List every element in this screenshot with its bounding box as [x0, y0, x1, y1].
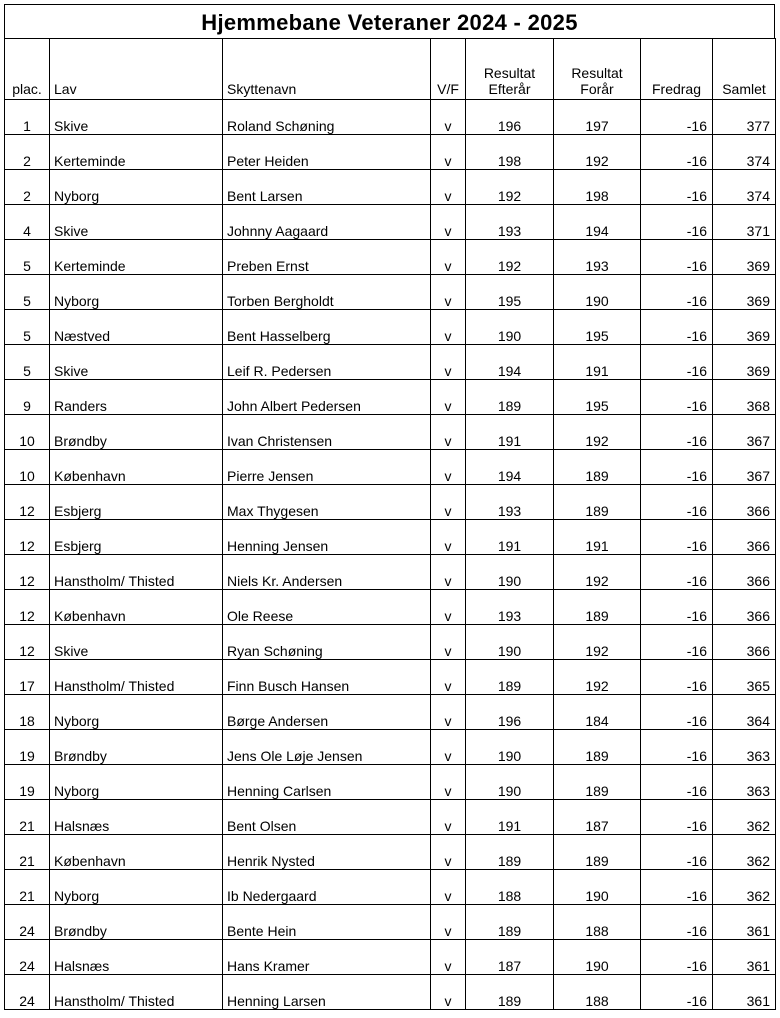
cell-plac: 5 — [5, 345, 50, 380]
cell-resultat-foraar: 193 — [554, 240, 641, 275]
cell-plac: 9 — [5, 380, 50, 415]
cell-fradrag: -16 — [641, 870, 713, 905]
cell-plac: 10 — [5, 450, 50, 485]
cell-fradrag: -16 — [641, 940, 713, 975]
cell-skyttenavn: Leif R. Pedersen — [223, 345, 431, 380]
cell-plac: 19 — [5, 730, 50, 765]
cell-vf: v — [431, 590, 466, 625]
table-row — [5, 555, 776, 590]
cell-fradrag: -16 — [641, 100, 713, 135]
cell-plac: 4 — [5, 205, 50, 240]
cell-plac: 21 — [5, 870, 50, 905]
cell-samlet: 366 — [713, 520, 776, 555]
cell-samlet: 362 — [713, 800, 776, 835]
cell-resultat-foraar: 192 — [554, 555, 641, 590]
cell-skyttenavn: Henning Larsen — [223, 975, 431, 1010]
table-row — [5, 100, 776, 135]
cell-skyttenavn: Henning Carlsen — [223, 765, 431, 800]
cell-resultat-efteraar: 193 — [466, 590, 554, 625]
cell-skyttenavn: Ib Nedergaard — [223, 870, 431, 905]
cell-lav: Brøndby — [50, 730, 223, 765]
cell-vf: v — [431, 485, 466, 520]
cell-lav: Hanstholm/ Thisted — [50, 975, 223, 1010]
cell-skyttenavn: Peter Heiden — [223, 135, 431, 170]
table-row — [5, 975, 776, 1010]
cell-lav: Nyborg — [50, 870, 223, 905]
cell-fradrag: -16 — [641, 205, 713, 240]
header-samlet: Samlet — [713, 39, 776, 100]
table-row — [5, 940, 776, 975]
cell-samlet: 377 — [713, 100, 776, 135]
cell-skyttenavn: Hans Kramer — [223, 940, 431, 975]
cell-fradrag: -16 — [641, 625, 713, 660]
cell-resultat-efteraar: 196 — [466, 100, 554, 135]
cell-resultat-efteraar: 191 — [466, 415, 554, 450]
cell-samlet: 369 — [713, 275, 776, 310]
cell-vf: v — [431, 835, 466, 870]
table-row — [5, 240, 776, 275]
cell-skyttenavn: Johnny Aagaard — [223, 205, 431, 240]
cell-vf: v — [431, 240, 466, 275]
table-row — [5, 485, 776, 520]
table-row — [5, 730, 776, 765]
cell-resultat-foraar: 195 — [554, 310, 641, 345]
cell-fradrag: -16 — [641, 590, 713, 625]
cell-skyttenavn: Preben Ernst — [223, 240, 431, 275]
cell-skyttenavn: Jens Ole Løje Jensen — [223, 730, 431, 765]
header-foraar-line2: Forår — [580, 81, 614, 97]
cell-samlet: 361 — [713, 975, 776, 1010]
cell-resultat-foraar: 192 — [554, 660, 641, 695]
cell-resultat-efteraar: 193 — [466, 485, 554, 520]
cell-samlet: 364 — [713, 695, 776, 730]
cell-skyttenavn: Bente Hein — [223, 905, 431, 940]
cell-plac: 21 — [5, 835, 50, 870]
header-skyttenavn: Skyttenavn — [223, 39, 431, 100]
cell-lav: Næstved — [50, 310, 223, 345]
cell-resultat-foraar: 190 — [554, 940, 641, 975]
cell-resultat-efteraar: 192 — [466, 240, 554, 275]
cell-skyttenavn: Henrik Nysted — [223, 835, 431, 870]
cell-resultat-foraar: 191 — [554, 345, 641, 380]
cell-samlet: 366 — [713, 485, 776, 520]
cell-samlet: 367 — [713, 415, 776, 450]
cell-skyttenavn: Bent Larsen — [223, 170, 431, 205]
cell-resultat-efteraar: 190 — [466, 765, 554, 800]
cell-lav: København — [50, 450, 223, 485]
table-row — [5, 450, 776, 485]
cell-vf: v — [431, 555, 466, 590]
cell-fradrag: -16 — [641, 975, 713, 1010]
cell-resultat-efteraar: 189 — [466, 975, 554, 1010]
cell-lav: Skive — [50, 345, 223, 380]
cell-skyttenavn: Henning Jensen — [223, 520, 431, 555]
cell-skyttenavn: Ole Reese — [223, 590, 431, 625]
cell-plac: 2 — [5, 170, 50, 205]
cell-vf: v — [431, 940, 466, 975]
cell-lav: Brøndby — [50, 415, 223, 450]
cell-lav: Skive — [50, 625, 223, 660]
cell-resultat-foraar: 187 — [554, 800, 641, 835]
cell-plac: 12 — [5, 555, 50, 590]
cell-resultat-foraar: 189 — [554, 450, 641, 485]
cell-resultat-foraar: 194 — [554, 205, 641, 240]
table-row — [5, 905, 776, 940]
cell-lav: Halsnæs — [50, 940, 223, 975]
cell-skyttenavn: Finn Busch Hansen — [223, 660, 431, 695]
cell-fradrag: -16 — [641, 905, 713, 940]
cell-plac: 1 — [5, 100, 50, 135]
cell-plac: 24 — [5, 940, 50, 975]
cell-plac: 24 — [5, 905, 50, 940]
cell-resultat-efteraar: 189 — [466, 380, 554, 415]
cell-resultat-foraar: 189 — [554, 835, 641, 870]
cell-resultat-foraar: 191 — [554, 520, 641, 555]
table-row — [5, 415, 776, 450]
cell-samlet: 367 — [713, 450, 776, 485]
cell-plac: 12 — [5, 625, 50, 660]
cell-vf: v — [431, 415, 466, 450]
header-foraar-line1: Resultat — [571, 65, 623, 81]
cell-fradrag: -16 — [641, 240, 713, 275]
cell-samlet: 366 — [713, 625, 776, 660]
cell-lav: Nyborg — [50, 765, 223, 800]
table-row — [5, 380, 776, 415]
cell-fradrag: -16 — [641, 765, 713, 800]
cell-plac: 19 — [5, 765, 50, 800]
cell-lav: Randers — [50, 380, 223, 415]
cell-fradrag: -16 — [641, 415, 713, 450]
cell-plac: 5 — [5, 310, 50, 345]
cell-skyttenavn: Max Thygesen — [223, 485, 431, 520]
table-row — [5, 695, 776, 730]
cell-plac: 12 — [5, 590, 50, 625]
cell-resultat-efteraar: 189 — [466, 835, 554, 870]
cell-vf: v — [431, 380, 466, 415]
page-title: Hjemmebane Veteraner 2024 - 2025 — [4, 4, 775, 38]
cell-resultat-foraar: 190 — [554, 870, 641, 905]
cell-plac: 12 — [5, 485, 50, 520]
cell-fradrag: -16 — [641, 555, 713, 590]
cell-resultat-foraar: 184 — [554, 695, 641, 730]
cell-resultat-efteraar: 191 — [466, 800, 554, 835]
table-row — [5, 660, 776, 695]
cell-vf: v — [431, 275, 466, 310]
cell-resultat-efteraar: 195 — [466, 275, 554, 310]
header-lav: Lav — [50, 39, 223, 100]
cell-lav: Esbjerg — [50, 485, 223, 520]
cell-skyttenavn: Pierre Jensen — [223, 450, 431, 485]
header-efteraar-line2: Efterår — [488, 81, 531, 97]
header-plac: plac. — [5, 39, 50, 100]
cell-vf: v — [431, 800, 466, 835]
header-vf: V/F — [431, 39, 466, 100]
cell-fradrag: -16 — [641, 170, 713, 205]
cell-samlet: 361 — [713, 940, 776, 975]
table-row — [5, 205, 776, 240]
table-row — [5, 870, 776, 905]
table-row — [5, 765, 776, 800]
cell-resultat-efteraar: 193 — [466, 205, 554, 240]
cell-samlet: 369 — [713, 345, 776, 380]
cell-lav: Halsnæs — [50, 800, 223, 835]
cell-lav: Skive — [50, 100, 223, 135]
cell-resultat-foraar: 189 — [554, 765, 641, 800]
cell-fradrag: -16 — [641, 135, 713, 170]
table-row — [5, 800, 776, 835]
cell-vf: v — [431, 625, 466, 660]
cell-vf: v — [431, 730, 466, 765]
cell-samlet: 362 — [713, 870, 776, 905]
cell-lav: Hanstholm/ Thisted — [50, 660, 223, 695]
results-sheet — [4, 4, 775, 1010]
table-row — [5, 590, 776, 625]
cell-lav: Nyborg — [50, 695, 223, 730]
cell-resultat-efteraar: 198 — [466, 135, 554, 170]
cell-plac: 5 — [5, 240, 50, 275]
cell-fradrag: -16 — [641, 450, 713, 485]
cell-resultat-foraar: 190 — [554, 275, 641, 310]
cell-plac: 17 — [5, 660, 50, 695]
cell-plac: 21 — [5, 800, 50, 835]
table-row — [5, 625, 776, 660]
cell-resultat-foraar: 188 — [554, 905, 641, 940]
cell-vf: v — [431, 870, 466, 905]
cell-samlet: 368 — [713, 380, 776, 415]
cell-skyttenavn: Ryan Schøning — [223, 625, 431, 660]
header-row — [5, 39, 776, 100]
cell-resultat-foraar: 195 — [554, 380, 641, 415]
cell-lav: Kerteminde — [50, 135, 223, 170]
cell-lav: Esbjerg — [50, 520, 223, 555]
table-row — [5, 345, 776, 380]
cell-fradrag: -16 — [641, 345, 713, 380]
cell-lav: Nyborg — [50, 170, 223, 205]
cell-resultat-efteraar: 189 — [466, 660, 554, 695]
table-row — [5, 310, 776, 345]
cell-resultat-foraar: 192 — [554, 135, 641, 170]
cell-samlet: 362 — [713, 835, 776, 870]
header-resultat-foraar — [554, 39, 641, 100]
cell-skyttenavn: Børge Andersen — [223, 695, 431, 730]
cell-skyttenavn: Ivan Christensen — [223, 415, 431, 450]
cell-vf: v — [431, 345, 466, 380]
cell-resultat-foraar: 189 — [554, 590, 641, 625]
cell-vf: v — [431, 135, 466, 170]
cell-resultat-efteraar: 192 — [466, 170, 554, 205]
table-row — [5, 275, 776, 310]
cell-samlet: 365 — [713, 660, 776, 695]
cell-skyttenavn: Bent Hasselberg — [223, 310, 431, 345]
cell-fradrag: -16 — [641, 800, 713, 835]
table-row — [5, 135, 776, 170]
cell-skyttenavn: Torben Bergholdt — [223, 275, 431, 310]
cell-resultat-foraar: 198 — [554, 170, 641, 205]
cell-resultat-foraar: 197 — [554, 100, 641, 135]
cell-samlet: 366 — [713, 590, 776, 625]
cell-samlet: 363 — [713, 730, 776, 765]
cell-skyttenavn: Bent Olsen — [223, 800, 431, 835]
cell-resultat-efteraar: 190 — [466, 555, 554, 590]
header-efteraar-line1: Resultat — [483, 65, 536, 81]
cell-samlet: 369 — [713, 310, 776, 345]
cell-lav: Skive — [50, 205, 223, 240]
cell-fradrag: -16 — [641, 485, 713, 520]
cell-resultat-efteraar: 194 — [466, 450, 554, 485]
header-fradrag: Fredrag — [641, 39, 713, 100]
cell-fradrag: -16 — [641, 380, 713, 415]
table-body — [5, 100, 776, 1010]
cell-lav: Nyborg — [50, 275, 223, 310]
cell-vf: v — [431, 905, 466, 940]
cell-vf: v — [431, 975, 466, 1010]
cell-resultat-efteraar: 190 — [466, 625, 554, 660]
cell-vf: v — [431, 170, 466, 205]
cell-resultat-foraar: 188 — [554, 975, 641, 1010]
table-row — [5, 520, 776, 555]
cell-resultat-foraar: 189 — [554, 730, 641, 765]
cell-resultat-efteraar: 196 — [466, 695, 554, 730]
header-resultat-efteraar — [466, 39, 554, 100]
cell-samlet: 363 — [713, 765, 776, 800]
table-row — [5, 170, 776, 205]
cell-resultat-efteraar: 187 — [466, 940, 554, 975]
cell-fradrag: -16 — [641, 730, 713, 765]
cell-lav: Brøndby — [50, 905, 223, 940]
cell-plac: 10 — [5, 415, 50, 450]
cell-vf: v — [431, 310, 466, 345]
cell-vf: v — [431, 695, 466, 730]
cell-skyttenavn: Niels Kr. Andersen — [223, 555, 431, 590]
cell-fradrag: -16 — [641, 275, 713, 310]
cell-vf: v — [431, 450, 466, 485]
cell-lav: København — [50, 590, 223, 625]
cell-vf: v — [431, 520, 466, 555]
results-table — [4, 38, 776, 1010]
cell-plac: 24 — [5, 975, 50, 1010]
cell-plac: 5 — [5, 275, 50, 310]
cell-plac: 12 — [5, 520, 50, 555]
cell-plac: 18 — [5, 695, 50, 730]
cell-lav: Hanstholm/ Thisted — [50, 555, 223, 590]
table-row — [5, 835, 776, 870]
cell-fradrag: -16 — [641, 310, 713, 345]
cell-resultat-efteraar: 194 — [466, 345, 554, 380]
cell-resultat-efteraar: 190 — [466, 310, 554, 345]
cell-vf: v — [431, 765, 466, 800]
cell-fradrag: -16 — [641, 660, 713, 695]
cell-fradrag: -16 — [641, 695, 713, 730]
cell-samlet: 374 — [713, 135, 776, 170]
cell-vf: v — [431, 100, 466, 135]
cell-resultat-foraar: 192 — [554, 415, 641, 450]
cell-skyttenavn: Roland Schøning — [223, 100, 431, 135]
cell-samlet: 361 — [713, 905, 776, 940]
cell-samlet: 366 — [713, 555, 776, 590]
cell-resultat-efteraar: 188 — [466, 870, 554, 905]
cell-fradrag: -16 — [641, 520, 713, 555]
cell-fradrag: -16 — [641, 835, 713, 870]
cell-samlet: 371 — [713, 205, 776, 240]
cell-skyttenavn: John Albert Pedersen — [223, 380, 431, 415]
cell-resultat-foraar: 189 — [554, 485, 641, 520]
cell-resultat-efteraar: 190 — [466, 730, 554, 765]
cell-vf: v — [431, 660, 466, 695]
cell-plac: 2 — [5, 135, 50, 170]
cell-lav: Kerteminde — [50, 240, 223, 275]
cell-samlet: 374 — [713, 170, 776, 205]
cell-resultat-efteraar: 191 — [466, 520, 554, 555]
cell-vf: v — [431, 205, 466, 240]
cell-resultat-efteraar: 189 — [466, 905, 554, 940]
cell-lav: København — [50, 835, 223, 870]
cell-samlet: 369 — [713, 240, 776, 275]
cell-resultat-foraar: 192 — [554, 625, 641, 660]
